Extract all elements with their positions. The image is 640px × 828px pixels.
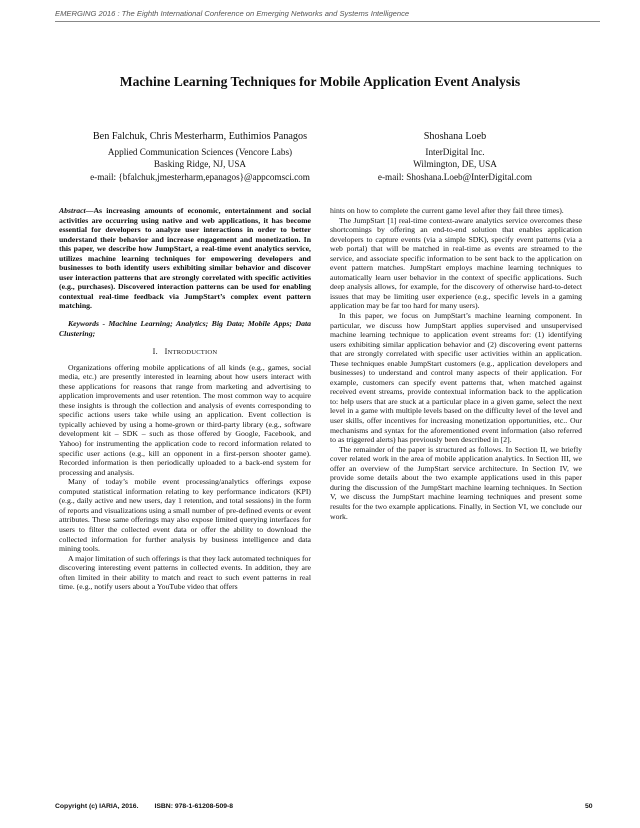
body-paragraph: Organizations offering mobile applications of all kinds (e.g., games, social media, etc.) are presently interested in learning about how users interact with these applications for reasons that range from marketing and advertising to application improvements and user retention. The most common way to acquire these insights is through the collection and analysis of events corresponding to specific actions users take while using an application. Event collection is typically achieved by using a home-grown or third-party library (e.g., software development kit – SDK – such as those offered by Google, Facebook, and Yahoo) for instrumenting the application code to record information related to specific user actions (e.g., kill an opponent in a first-person shooter game). Recorded information is then periodically uploaded to a back-end system for processing and analysis. — [59, 362, 311, 477]
page-number: 50 — [585, 803, 593, 810]
author-email: e-mail: Shoshana.Loeb@InterDigital.com — [377, 171, 533, 182]
author-location: Basking Ridge, NJ, USA — [153, 159, 247, 170]
abstract-label: Abstract— — [59, 206, 94, 215]
body-paragraph: The JumpStart [1] real-time context-aware analytics service overcomes these shortcomings by offering an end-to-end solution that enables application developers to capture events (via a simple SDK), specify event patterns (via a web portal) that will be matched in real-time as events are streamed to the service, and associate specific information to be sent back to the application on event pattern matches. JumpStart employs machine learning techniques to automatically learn user behavior in the context of specific applications. Such deep analysis allows, for example, for the discovery of otherwise hard-to-detect issues that may be limiting user experience (e.g., specific levels in a gaming application may be far too hard for many users). — [330, 215, 582, 311]
footer-copyright — [55, 803, 233, 810]
abstract-text: As increasing amounts of economic, entertainment and social activities are occurring using native and web applications, it has become essential for developers to analyze user interactions in order to better understand their behavior and increase engagement and monetization. In this paper, we describe how JumpStart, a real-time event analytics service, utilizes machine learning techniques for empowering developers and businesses to both identify users exhibiting similar behavior and discover user interaction patterns that are strongly correlated with specific activities (e.g., purchases). Discovered interaction patterns can be used for enabling contextual real-time feedback via JumpStart’s complex event pattern matching. — [59, 206, 311, 311]
body-paragraph: The remainder of the paper is structured as follows. In Section II, we briefly cover related work in the area of mobile application analytics. In Section III, we offer an overview of the JumpStart service architecture. In Section IV, we provide some details about the two example applications used in this paper during the discussion of the JumpStart machine learning techniques. In Section V, we discuss the JumpStart machine learning techniques and present some results for the two example applications. Finally, in Section VI, we conclude our work. — [330, 444, 582, 521]
isbn-text: ISBN: 978-1-61208-509-8 — [154, 803, 234, 810]
author-location: Wilmington, DE, USA — [413, 159, 497, 170]
right-column — [330, 206, 582, 521]
author-names: Ben Falchuk, Chris Mesterharm, Euthimios Panagos — [92, 131, 308, 142]
body-paragraph-continuation: hints on how to complete the current game level after they fail three times). — [330, 206, 564, 215]
body-paragraph: A major limitation of such offerings is that they lack automated techniques for discovering interesting event patterns in collected events. In addition, they are often limited in their ability to match and react to such event patterns in real time. (e.g., notify users about a YouTube video that offers — [59, 553, 311, 592]
author-block-left — [40, 131, 360, 183]
body-paragraph: In this paper, we focus on JumpStart’s machine learning component. In particular, we discuss how JumpStart applies supervised and unsupervised machine learning technique to application event streams for: (1) identifying users exhibiting similar application behavior and (2) discovering event patterns that are strongly correlated with specific user activities within an application. These techniques enable JumpStart customers (e.g., application developers and businesses) to understand and control many aspects of their application. For example, customers can specify event patterns that, when matched against received event streams, provide contextual information back to the application to: help users that are stuck at a particular place in a given game, select the next level in a game with multiple levels based on the difficulty level of the level and user skills, offer incentives for increasing monetization opportunities, etc.. Our mechanisms and syntax for the aforementioned event information (also referred to as triggered alerts) has previously been described in [2]. — [330, 311, 582, 445]
author-affiliation: InterDigital Inc. — [425, 146, 485, 157]
author-names: Shoshana Loeb — [423, 131, 487, 142]
header-rule — [55, 21, 600, 22]
left-column — [59, 206, 311, 592]
paper-title: Machine Learning Techniques for Mobile Application Event Analysis — [119, 74, 521, 89]
keywords: Keywords - Machine Learning; Analytics; Big Data; Mobile Apps; Data Clustering; — [59, 319, 311, 338]
section-title-initial: I — [164, 347, 168, 357]
section-number: I. — [152, 347, 158, 357]
author-email: e-mail: {bfalchuk,jmesterharm,epanagos}@appcomsci.com — [90, 171, 310, 182]
body-paragraph: Many of today’s mobile event processing/analytics offerings expose computed statistical information relating to key performance indicators (KPI) (e.g., daily active and new users, day 1 retention, and total sessions) in the form of reports and visualizations using a small number of pre-defined events or event attributes. These same offerings may also expose limited querying interfaces for users to filter the collected event data or offer the ability to download the collected information for further analysis by business intelligence and data mining tools. — [59, 477, 311, 554]
running-header: EMERGING 2016 : The Eighth International Conference on Emerging Networks and Systems Intelligence — [55, 9, 410, 18]
author-block-right — [355, 131, 555, 183]
author-affiliation: Applied Communication Sciences (Vencore Labs) — [107, 146, 293, 157]
section-title-rest: NTRODUCTION — [167, 349, 218, 357]
copyright-text: Copyright (c) IARIA, 2016. — [55, 803, 139, 810]
abstract — [59, 206, 311, 311]
section-heading-introduction — [59, 347, 311, 358]
